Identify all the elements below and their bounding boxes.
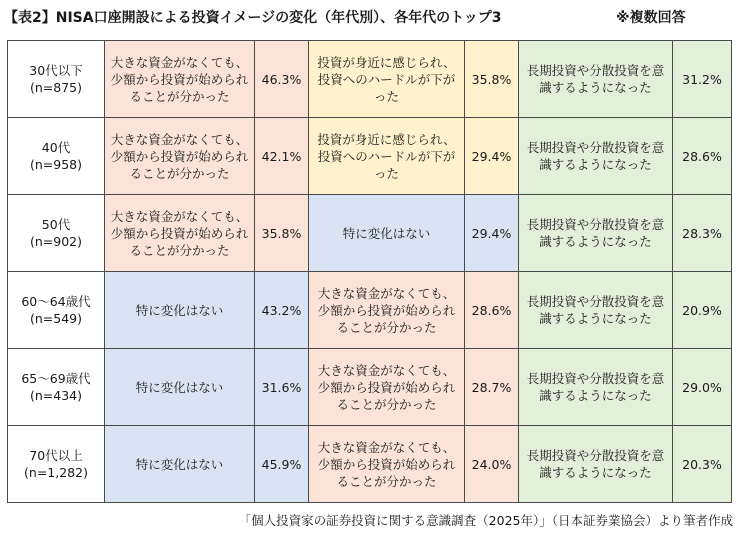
sample-size-label: (n=549) <box>29 311 82 326</box>
age-group-label: 60～64歳代 <box>21 294 91 309</box>
rank1-answer-cell: 大きな資金がなくても、少額から投資が始められることが分かった <box>105 41 255 118</box>
rank3-answer-cell: 長期投資や分散投資を意識するようになった <box>519 195 673 272</box>
age-group-cell <box>8 41 105 118</box>
rank2-answer-cell: 大きな資金がなくても、少額から投資が始められることが分かった <box>309 349 465 426</box>
table-title-text: 【表2】NISA口座開設による投資イメージの変化（年代別）、各年代のトップ3 <box>4 10 502 26</box>
age-group-cell <box>8 272 105 349</box>
rank1-answer-cell: 特に変化はない <box>105 349 255 426</box>
rank3-percent-cell: 20.3% <box>673 426 732 503</box>
rank3-percent-cell: 28.6% <box>673 118 732 195</box>
rank2-answer-cell: 大きな資金がなくても、少額から投資が始められることが分かった <box>309 426 465 503</box>
rank2-percent-cell: 29.4% <box>465 195 519 272</box>
rank1-percent-cell: 45.9% <box>255 426 309 503</box>
rank1-answer-cell: 特に変化はない <box>105 426 255 503</box>
rank1-percent-cell: 31.6% <box>255 349 309 426</box>
table-row <box>8 118 732 195</box>
rank2-answer-cell: 特に変化はない <box>309 195 465 272</box>
rank3-answer-cell: 長期投資や分散投資を意識するようになった <box>519 118 673 195</box>
rank2-answer-cell: 投資が身近に感じられ、投資へのハードルが下がった <box>309 118 465 195</box>
rank3-percent-cell: 31.2% <box>673 41 732 118</box>
table-row <box>8 195 732 272</box>
age-group-cell <box>8 349 105 426</box>
ranking-table <box>7 40 732 503</box>
age-group-label: 65～69歳代 <box>21 371 91 386</box>
age-group-label: 40代 <box>41 140 71 155</box>
rank1-percent-cell: 42.1% <box>255 118 309 195</box>
age-group-label: 70代以上 <box>29 448 83 463</box>
table-row <box>8 349 732 426</box>
table-row <box>8 426 732 503</box>
rank1-percent-cell: 43.2% <box>255 272 309 349</box>
sample-size-label: (n=434) <box>29 388 82 403</box>
rank3-answer-cell: 長期投資や分散投資を意識するようになった <box>519 272 673 349</box>
rank1-answer-cell: 大きな資金がなくても、少額から投資が始められることが分かった <box>105 195 255 272</box>
sample-size-label: (n=875) <box>29 80 82 95</box>
rank3-answer-cell: 長期投資や分散投資を意識するようになった <box>519 349 673 426</box>
rank3-percent-cell: 29.0% <box>673 349 732 426</box>
rank2-answer-cell: 投資が身近に感じられ、投資へのハードルが下がった <box>309 41 465 118</box>
source-note: 「個人投資家の証券投資に関する意識調査（2025年）」（日本証券業協会）より筆者作成 <box>238 513 733 528</box>
age-group-cell <box>8 118 105 195</box>
rank3-answer-cell: 長期投資や分散投資を意識するようになった <box>519 41 673 118</box>
table-body <box>8 41 732 503</box>
rank2-percent-cell: 35.8% <box>465 41 519 118</box>
rank1-answer-cell: 特に変化はない <box>105 272 255 349</box>
rank3-percent-cell: 28.3% <box>673 195 732 272</box>
rank3-answer-cell: 長期投資や分散投資を意識するようになった <box>519 426 673 503</box>
rank2-percent-cell: 29.4% <box>465 118 519 195</box>
rank1-percent-cell: 35.8% <box>255 195 309 272</box>
table-row <box>8 41 732 118</box>
table-row <box>8 272 732 349</box>
rank2-percent-cell: 28.7% <box>465 349 519 426</box>
age-group-cell <box>8 195 105 272</box>
rank1-percent-cell: 46.3% <box>255 41 309 118</box>
sample-size-label: (n=902) <box>29 234 82 249</box>
multiple-answer-note: ※複数回答 <box>616 10 686 26</box>
rank2-percent-cell: 24.0% <box>465 426 519 503</box>
rank2-percent-cell: 28.6% <box>465 272 519 349</box>
sample-size-label: (n=958) <box>29 157 82 172</box>
rank3-percent-cell: 20.9% <box>673 272 732 349</box>
table-title <box>4 6 749 30</box>
sample-size-label: (n=1,282) <box>24 465 88 480</box>
age-group-cell <box>8 426 105 503</box>
rank2-answer-cell: 大きな資金がなくても、少額から投資が始められることが分かった <box>309 272 465 349</box>
rank1-answer-cell: 大きな資金がなくても、少額から投資が始められることが分かった <box>105 118 255 195</box>
age-group-label: 50代 <box>41 217 71 232</box>
age-group-label: 30代以下 <box>29 63 83 78</box>
